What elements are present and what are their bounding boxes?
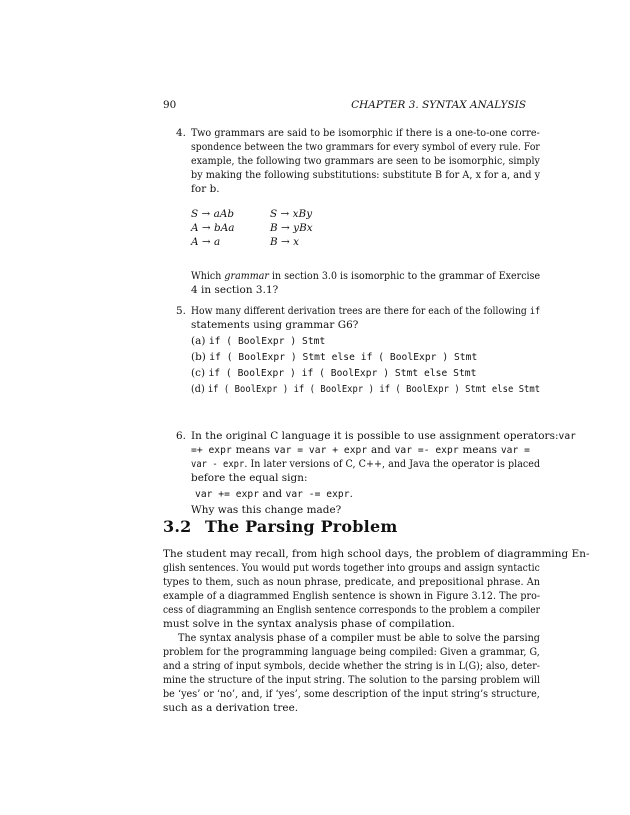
grammar-emphasis: grammar <box>224 270 269 282</box>
paragraph-line: be ‘yes’ or ‘no’, and, if ‘yes’, some description of the input string’s structure, <box>163 688 540 700</box>
section-title: The Parsing Problem <box>205 517 398 536</box>
grammar-left-rule: A → a <box>191 236 221 248</box>
chapter-header: CHAPTER 3. SYNTAX ANALYSIS <box>351 99 526 111</box>
exercise-6-question: Why was this change made? <box>191 504 342 516</box>
section-number: 3.2 <box>163 517 192 536</box>
exercise-4-line: by making the following substitutions: substitute B for A, x for a, and y <box>191 169 541 181</box>
code-statement: if ( BoolExpr ) if ( BoolExpr ) Stmt else Stmt <box>208 368 477 379</box>
exercise-6-line: =+ expr means var = var + expr and var =- expr means var = <box>191 444 530 456</box>
exercise-4-line: example, the following two grammars are seen to be isomorphic, simply <box>191 155 540 167</box>
exercise-6-number: 6. <box>176 430 187 442</box>
code-statement: if ( BoolExpr ) Stmt <box>208 336 326 347</box>
paragraph-line: mine the structure of the input string. The solution to the parsing problem will <box>163 674 541 686</box>
exercise-6-line: var - expr. In later versions of C, C++, and Java the operator is placed <box>191 458 541 470</box>
paragraph-line: The syntax analysis phase of a compiler must be able to solve the parsing <box>178 632 541 644</box>
exercise-4-line: spondence between the two grammars for every symbol of every rule. For <box>191 141 540 153</box>
paragraph-line: types to them, such as noun phrase, predicate, and prepositional phrase. An <box>163 576 540 588</box>
exercise-4-line: for b. <box>191 183 220 195</box>
exercise-5-line: statements using grammar G6? <box>191 319 359 331</box>
exercise-4-number: 4. <box>176 127 187 139</box>
grammar-right-rule: B → x <box>270 236 300 248</box>
exercise-4-question: 4 in section 3.1? <box>191 284 279 296</box>
code-statement: if ( BoolExpr ) if ( BoolExpr ) if ( BoolExpr ) Stmt else Stmt <box>207 384 541 395</box>
list-item: (a) if ( BoolExpr ) Stmt <box>191 335 326 347</box>
paragraph-line: such as a derivation tree. <box>163 702 299 714</box>
paragraph-line: and a string of input symbols, decide whether the string is in L(G); also, deter- <box>163 660 540 672</box>
grammar-right-rule: S → xBy <box>270 208 313 220</box>
exercise-4-question: Which grammar in section 3.0 is isomorphic to the grammar of Exercise <box>191 270 541 282</box>
list-item: (c) if ( BoolExpr ) if ( BoolExpr ) Stmt else Stmt <box>191 367 477 379</box>
code-statement: if ( BoolExpr ) Stmt else if ( BoolExpr ) Stmt <box>209 352 478 363</box>
paragraph-line: glish sentences. You would put words together into groups and assign syntactic <box>163 562 540 574</box>
paragraph-line: example of a diagrammed English sentence is shown in Figure 3.12. The pro- <box>163 590 541 602</box>
grammar-left-rule: A → bAa <box>191 222 235 234</box>
paragraph-line: problem for the programming language being compiled: Given a grammar, G, <box>163 646 540 658</box>
paragraph-line: The student may recall, from high school days, the problem of diagramming En- <box>163 548 590 560</box>
list-item: (d) if ( BoolExpr ) if ( BoolExpr ) if ( BoolExpr ) Stmt else Stmt <box>191 383 541 395</box>
paragraph-line: must solve in the syntax analysis phase of compilation. <box>163 618 455 630</box>
exercise-6-line: In the original C language it is possible to use assignment operators: var <box>191 430 576 442</box>
page-number: 90 <box>163 99 177 111</box>
exercise-6-line: before the equal sign: <box>191 472 308 484</box>
exercise-5-number: 5. <box>176 305 187 317</box>
exercise-4-line: Two grammars are said to be isomorphic if there is a one-to-one corre- <box>191 127 540 139</box>
paragraph-line: cess of diagramming an English sentence corresponds to the problem a compiler <box>163 604 540 616</box>
grammar-right-rule: B → yBx <box>270 222 313 234</box>
exercise-5-line: How many different derivation trees are there for each of the following if <box>191 305 541 317</box>
grammar-left-rule: S → aAb <box>191 208 235 220</box>
exercise-6-line: var += expr and var -= expr. <box>195 488 353 500</box>
list-item: (b) if ( BoolExpr ) Stmt else if ( BoolExpr ) Stmt <box>191 351 478 363</box>
